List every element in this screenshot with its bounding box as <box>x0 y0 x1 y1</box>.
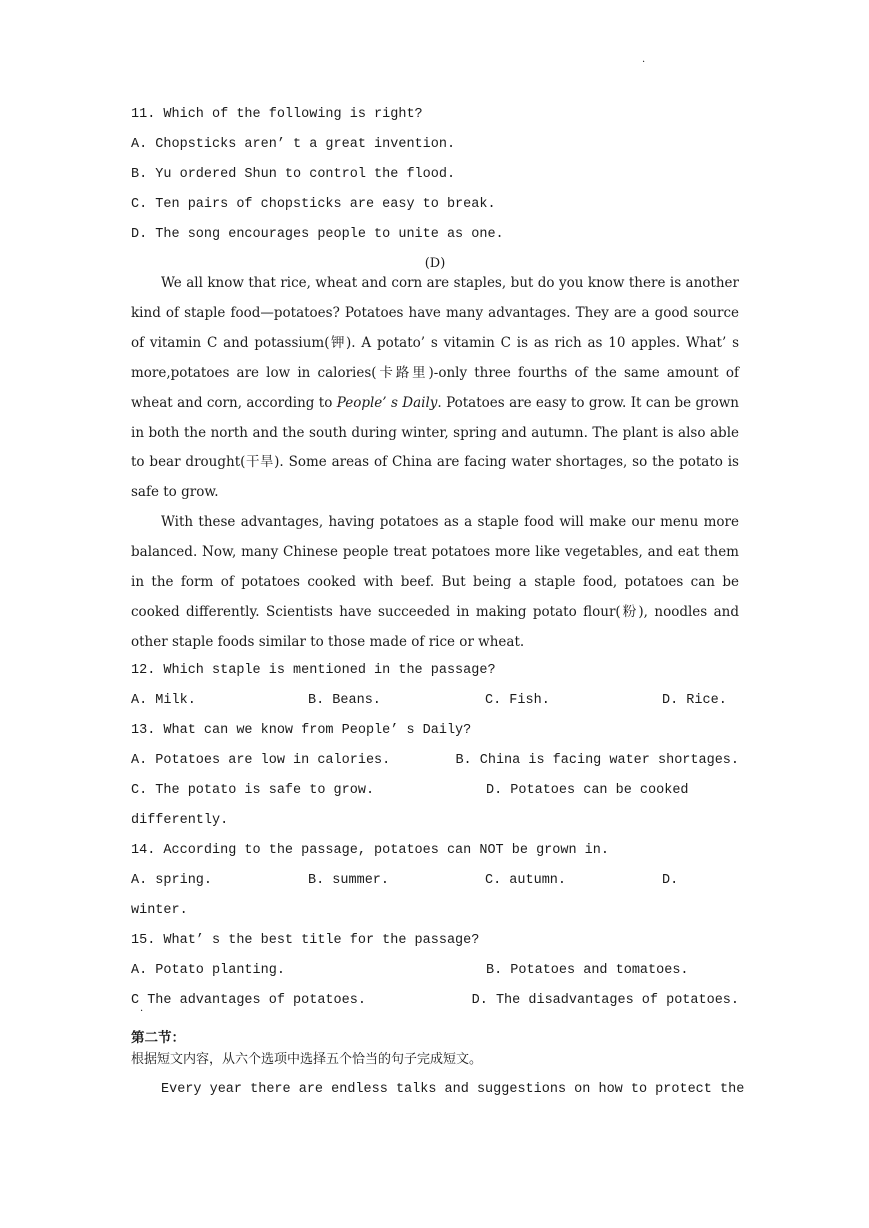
option-12-a: A. Milk. <box>131 693 196 708</box>
section-2-first-line: Every year there are endless talks and suggestions on how to protect the <box>161 1082 745 1097</box>
passage-paragraph-2: With these advantages, having potatoes as a staple food will make our menu more balanced. Now, many Chinese people treat potatoes more like vegetables, and eat them in the form of potatoes cooked with beef. But being a staple food, potatoes can be cooked differently. Scientists have succeeded in making potato flour(粉), noodles and other staple foods similar to those made of rice or wheat. <box>131 514 739 650</box>
passage-body <box>131 269 739 658</box>
options-13-row-2 <box>131 776 739 806</box>
passage-paragraph-1 <box>131 269 739 508</box>
option-13-a: A. Potatoes are low in calories. <box>131 753 391 768</box>
question-11-text: 11. Which of the following is right? <box>131 107 423 122</box>
options-12 <box>131 686 739 716</box>
option-11-c: C. Ten pairs of chopsticks are easy to break. <box>131 197 496 212</box>
option-15-a: A. Potato planting. <box>131 963 285 978</box>
questions-12-15 <box>131 656 739 1016</box>
options-15-row-1 <box>131 956 739 986</box>
stray-mark: · <box>140 1006 144 1017</box>
option-12-d: D. Rice. <box>662 693 727 708</box>
option-12-b: B. Beans. <box>308 693 381 708</box>
option-14-a: A. spring. <box>131 873 213 888</box>
option-15-d: D. The disadvantages of potatoes. <box>471 993 739 1008</box>
options-14 <box>131 866 739 896</box>
option-11-a: A. Chopsticks aren’ t a great invention. <box>131 137 456 152</box>
option-12-c: C. Fish. <box>485 693 550 708</box>
option-13-c: C. The potato is safe to grow. <box>131 783 375 798</box>
option-13-d-wrap: differently. <box>131 813 229 828</box>
section-2 <box>131 1028 482 1070</box>
question-12-text: 12. Which staple is mentioned in the passage? <box>131 663 496 678</box>
question-11 <box>131 100 739 250</box>
option-14-c: C. autumn. <box>485 873 567 888</box>
option-15-c: C The advantages of potatoes. <box>131 993 366 1008</box>
question-15-text: 15. What’ s the best title for the passage? <box>131 933 480 948</box>
option-11-b: B. Yu ordered Shun to control the flood. <box>131 167 456 182</box>
page-mark: . <box>642 54 646 65</box>
paragraph-1-part-b: . Potatoes are easy to grow. It can be grown in both the north and the south during winter, spring and autumn. The plant is also able to bear drought(干旱). Some areas of China are facing water shortages, so the potato is safe to grow. <box>131 394 739 501</box>
section-2-instruction: 根据短文内容，从六个选项中选择五个恰当的句子完成短文。 <box>131 1052 483 1067</box>
option-14-d: D. <box>662 873 679 888</box>
passage-heading: (D) <box>424 256 446 271</box>
option-13-d: D. Potatoes can be cooked <box>486 783 689 798</box>
question-14-text: 14. According to the passage, potatoes can NOT be grown in. <box>131 843 609 858</box>
question-13-text: 13. What can we know from People’ s Daily? <box>131 723 472 738</box>
section-2-title: 第二节： <box>131 1030 185 1046</box>
option-14-b: B. summer. <box>308 873 390 888</box>
option-11-d: D. The song encourages people to unite as one. <box>131 227 504 242</box>
option-13-b: B. China is facing water shortages. <box>455 753 739 768</box>
options-15-row-2 <box>131 986 739 1016</box>
option-15-b: B. Potatoes and tomatoes. <box>486 963 689 978</box>
paragraph-1-part-a: We all know that rice, wheat and corn are staples, but do you know there is another kind of staple food—potatoes? Potatoes have many advantages. They are a good source of vitamin C and potassium(钾). A potato’ s vitamin C is as rich as 10 apples. What’ s more,potatoes are low in calories(卡路里)-only three fourths of the same amount of wheat and corn, according to <box>131 275 739 411</box>
source-title: People’ s Daily <box>336 394 438 411</box>
options-13-row-1 <box>131 746 739 776</box>
option-14-d-wrap: winter. <box>131 903 188 918</box>
